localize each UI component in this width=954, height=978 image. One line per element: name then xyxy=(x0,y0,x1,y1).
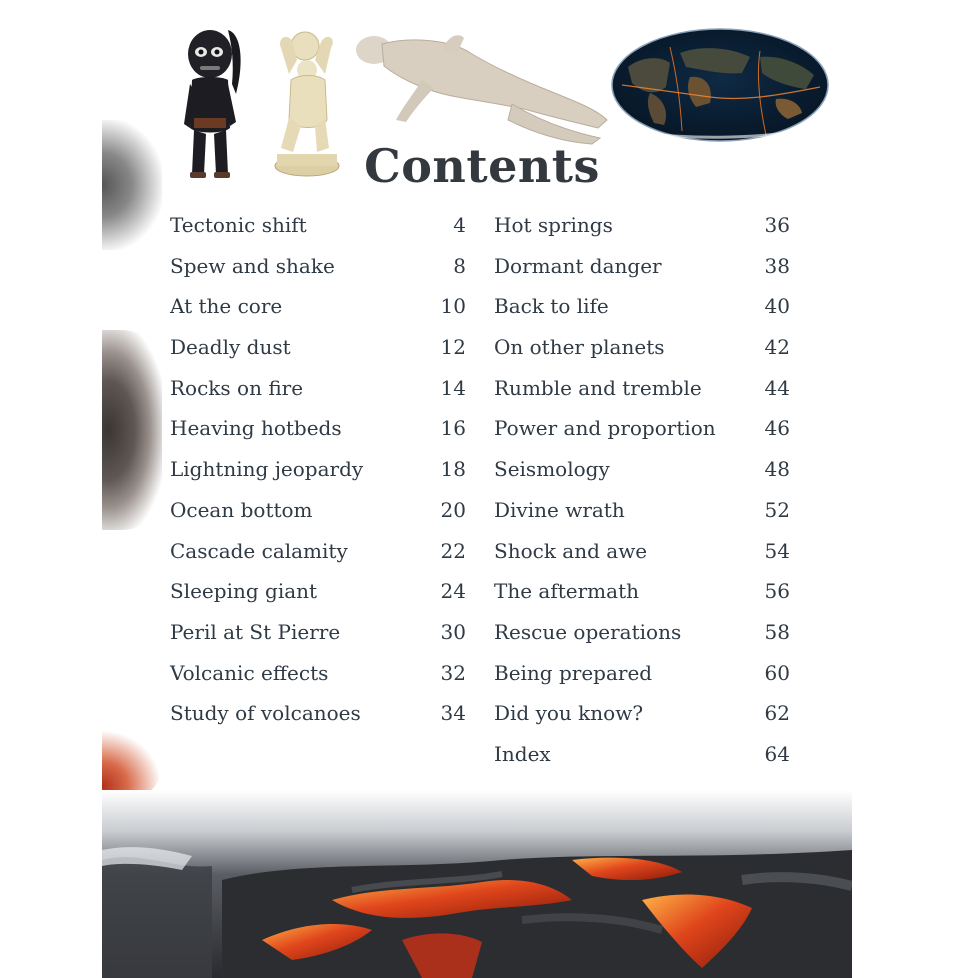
entry-page-number: 4 xyxy=(453,213,466,237)
contents-entry xyxy=(494,246,790,287)
entry-page-number: 8 xyxy=(453,253,466,278)
entry-page-number: 42 xyxy=(764,335,790,360)
entry-title: Tectonic shift xyxy=(170,213,307,237)
entry-title: Cascade calamity xyxy=(170,538,348,563)
entry-title: Heaving hotbeds xyxy=(170,416,342,441)
contents-entry xyxy=(170,531,466,572)
entry-page-number: 20 xyxy=(440,497,466,522)
entry-page-number: 44 xyxy=(764,375,790,400)
entry-title: Power and proportion xyxy=(494,416,716,441)
contents-entry xyxy=(170,205,466,246)
entry-title: At the core xyxy=(170,294,283,319)
entry-title: Peril at St Pierre xyxy=(170,619,341,644)
contents-right-column xyxy=(494,205,790,775)
entry-title: The aftermath xyxy=(494,579,639,604)
lava-flow-image xyxy=(102,790,852,978)
entry-page-number: 64 xyxy=(764,741,790,766)
contents-left-column xyxy=(170,205,466,734)
contents-entry xyxy=(494,449,790,490)
entry-page-number: 16 xyxy=(440,416,466,441)
contents-entry xyxy=(170,286,466,327)
contents-entry xyxy=(170,368,466,409)
entry-title: Dormant danger xyxy=(494,253,662,278)
entry-page-number: 38 xyxy=(764,253,790,278)
entry-title: Rescue operations xyxy=(494,619,682,644)
entry-page-number: 58 xyxy=(764,619,790,644)
entry-title: Did you know? xyxy=(494,701,644,726)
contents-entry xyxy=(494,653,790,694)
entry-title: Rocks on fire xyxy=(170,375,304,400)
entry-page-number: 56 xyxy=(764,579,790,604)
page-title: Contents xyxy=(364,139,600,193)
contents-entry xyxy=(494,490,790,531)
contents-entry xyxy=(170,653,466,694)
entry-title: On other planets xyxy=(494,335,665,360)
entry-title: Being prepared xyxy=(494,660,653,685)
world-map-globe-image xyxy=(610,27,830,143)
entry-title: Shock and awe xyxy=(494,538,648,563)
entry-title: Divine wrath xyxy=(494,497,625,522)
entry-page-number: 24 xyxy=(440,579,466,604)
contents-entry xyxy=(494,531,790,572)
contents-entry xyxy=(170,693,466,734)
entry-page-number: 62 xyxy=(764,701,790,726)
contents-entry xyxy=(494,571,790,612)
contents-entry xyxy=(494,205,790,246)
contents-page xyxy=(102,0,852,978)
smoke-edge-middle xyxy=(102,330,162,530)
entry-title: Deadly dust xyxy=(170,335,291,360)
entry-page-number: 48 xyxy=(764,457,790,482)
entry-page-number: 52 xyxy=(764,497,790,522)
entry-page-number: 12 xyxy=(440,335,466,360)
contents-entry xyxy=(170,246,466,287)
entry-page-number: 30 xyxy=(440,619,466,644)
contents-entry xyxy=(494,286,790,327)
contents-entry xyxy=(494,693,790,734)
contents-entry xyxy=(170,490,466,531)
entry-title: Back to life xyxy=(494,294,609,319)
contents-entry xyxy=(170,571,466,612)
entry-page-number: 36 xyxy=(764,213,790,237)
smoke-edge-top xyxy=(102,120,162,250)
contents-entry xyxy=(494,612,790,653)
entry-page-number: 32 xyxy=(440,660,466,685)
contents-entry xyxy=(494,408,790,449)
entry-page-number: 18 xyxy=(440,457,466,482)
dark-statue-image xyxy=(184,24,248,180)
entry-title: Seismology xyxy=(494,457,610,482)
contents-entry xyxy=(494,368,790,409)
entry-page-number: 14 xyxy=(440,375,466,400)
entry-title: Ocean bottom xyxy=(170,497,313,522)
entry-page-number: 40 xyxy=(764,294,790,319)
entry-title: Lightning jeopardy xyxy=(170,457,364,482)
entry-title: Volcanic effects xyxy=(170,660,329,685)
entry-page-number: 10 xyxy=(440,294,466,319)
entry-title: Rumble and tremble xyxy=(494,375,702,400)
entry-page-number: 22 xyxy=(440,538,466,563)
entry-page-number: 46 xyxy=(764,416,790,441)
contents-entry xyxy=(170,612,466,653)
contents-entry xyxy=(494,327,790,368)
entry-title: Index xyxy=(494,741,551,766)
entry-page-number: 34 xyxy=(440,701,466,726)
plaster-cast-image xyxy=(352,30,612,145)
entry-title: Sleeping giant xyxy=(170,579,318,604)
entry-title: Spew and shake xyxy=(170,253,335,278)
contents-entry xyxy=(170,449,466,490)
entry-title: Study of volcanoes xyxy=(170,701,361,726)
entry-page-number: 60 xyxy=(764,660,790,685)
contents-entry xyxy=(494,734,790,775)
contents-entry xyxy=(170,408,466,449)
entry-page-number: 54 xyxy=(764,538,790,563)
entry-title: Hot springs xyxy=(494,213,613,237)
contents-entry xyxy=(170,327,466,368)
